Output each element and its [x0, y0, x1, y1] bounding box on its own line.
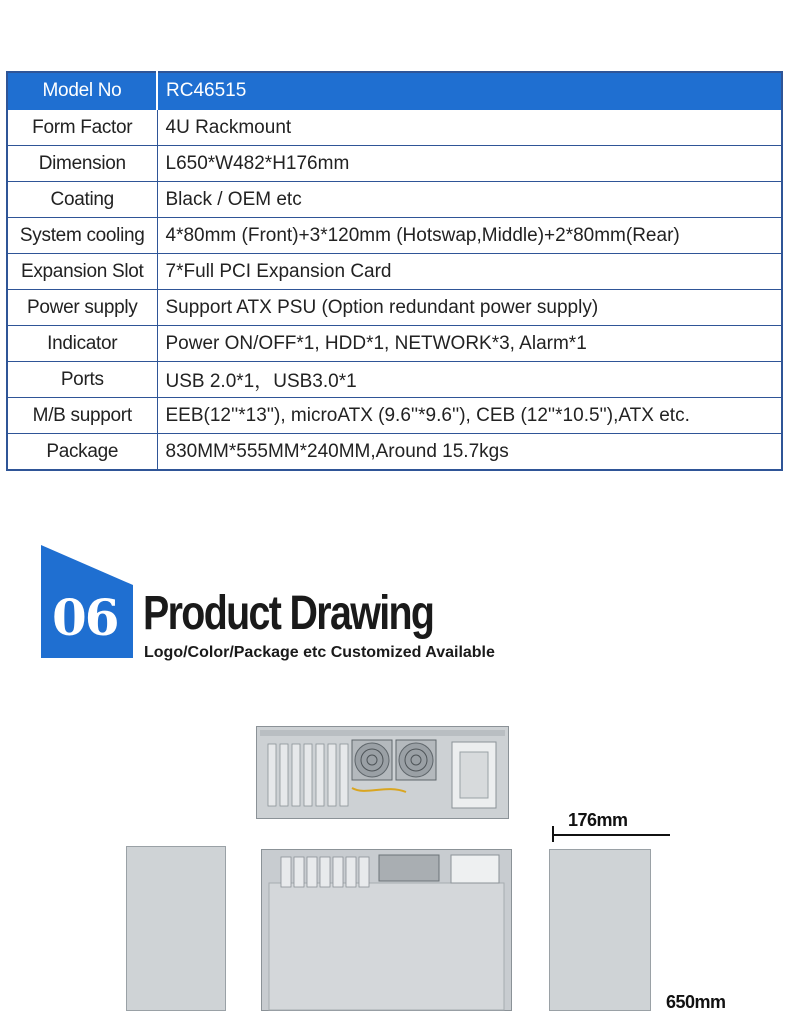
spec-value: Support ATX PSU (Option redundant power supply): [157, 290, 782, 326]
spec-row: [7, 326, 782, 362]
spec-header-row: [7, 72, 782, 110]
spec-label: Form Factor: [7, 110, 157, 146]
spec-label: Ports: [7, 362, 157, 398]
spec-row: [7, 110, 782, 146]
spec-row: [7, 362, 782, 398]
spec-label: Power supply: [7, 290, 157, 326]
section-number: 06: [52, 588, 118, 647]
spec-value: 4*80mm (Front)+3*120mm (Hotswap,Middle)+2*80mm(Rear): [157, 218, 782, 254]
height-dimension-line: [552, 834, 670, 836]
spec-row: [7, 146, 782, 182]
chassis-rear-view: [256, 726, 509, 819]
spec-value: Power ON/OFF*1, HDD*1, NETWORK*3, Alarm*1: [157, 326, 782, 362]
spec-table: [6, 71, 783, 471]
spec-label: Coating: [7, 182, 157, 218]
spec-label: Package: [7, 434, 157, 471]
spec-header-value: RC46515: [157, 72, 782, 110]
spec-value: 7*Full PCI Expansion Card: [157, 254, 782, 290]
spec-row: [7, 254, 782, 290]
spec-row: [7, 182, 782, 218]
spec-value: EEB(12''*13''), microATX (9.6''*9.6''), CEB (12''*10.5''),ATX etc.: [157, 398, 782, 434]
spec-row: [7, 434, 782, 471]
chassis-top-view: [261, 849, 512, 1011]
spec-label: Expansion Slot: [7, 254, 157, 290]
spec-value: USB 2.0*1，USB3.0*1: [157, 362, 782, 398]
chassis-left-panel: [126, 846, 226, 1011]
spec-label: M/B support: [7, 398, 157, 434]
length-dimension-label: 650mm: [666, 992, 726, 1012]
spec-value: L650*W482*H176mm: [157, 146, 782, 182]
spec-label: System cooling: [7, 218, 157, 254]
section-subtitle: Logo/Color/Package etc Customized Available: [144, 644, 495, 661]
section-title: Product Drawing: [143, 587, 434, 640]
height-dimension-label: 176mm: [568, 810, 628, 830]
chassis-right-panel: [549, 849, 651, 1011]
spec-label: Indicator: [7, 326, 157, 362]
spec-row: [7, 398, 782, 434]
spec-row: [7, 290, 782, 326]
height-dimension-tick-left: [552, 826, 554, 842]
spec-value: 4U Rackmount: [157, 110, 782, 146]
spec-row: [7, 218, 782, 254]
spec-value: 830MM*555MM*240MM,Around 15.7kgs: [157, 434, 782, 471]
spec-header-label: Model No: [7, 72, 157, 110]
spec-label: Dimension: [7, 146, 157, 182]
spec-value: Black / OEM etc: [157, 182, 782, 218]
